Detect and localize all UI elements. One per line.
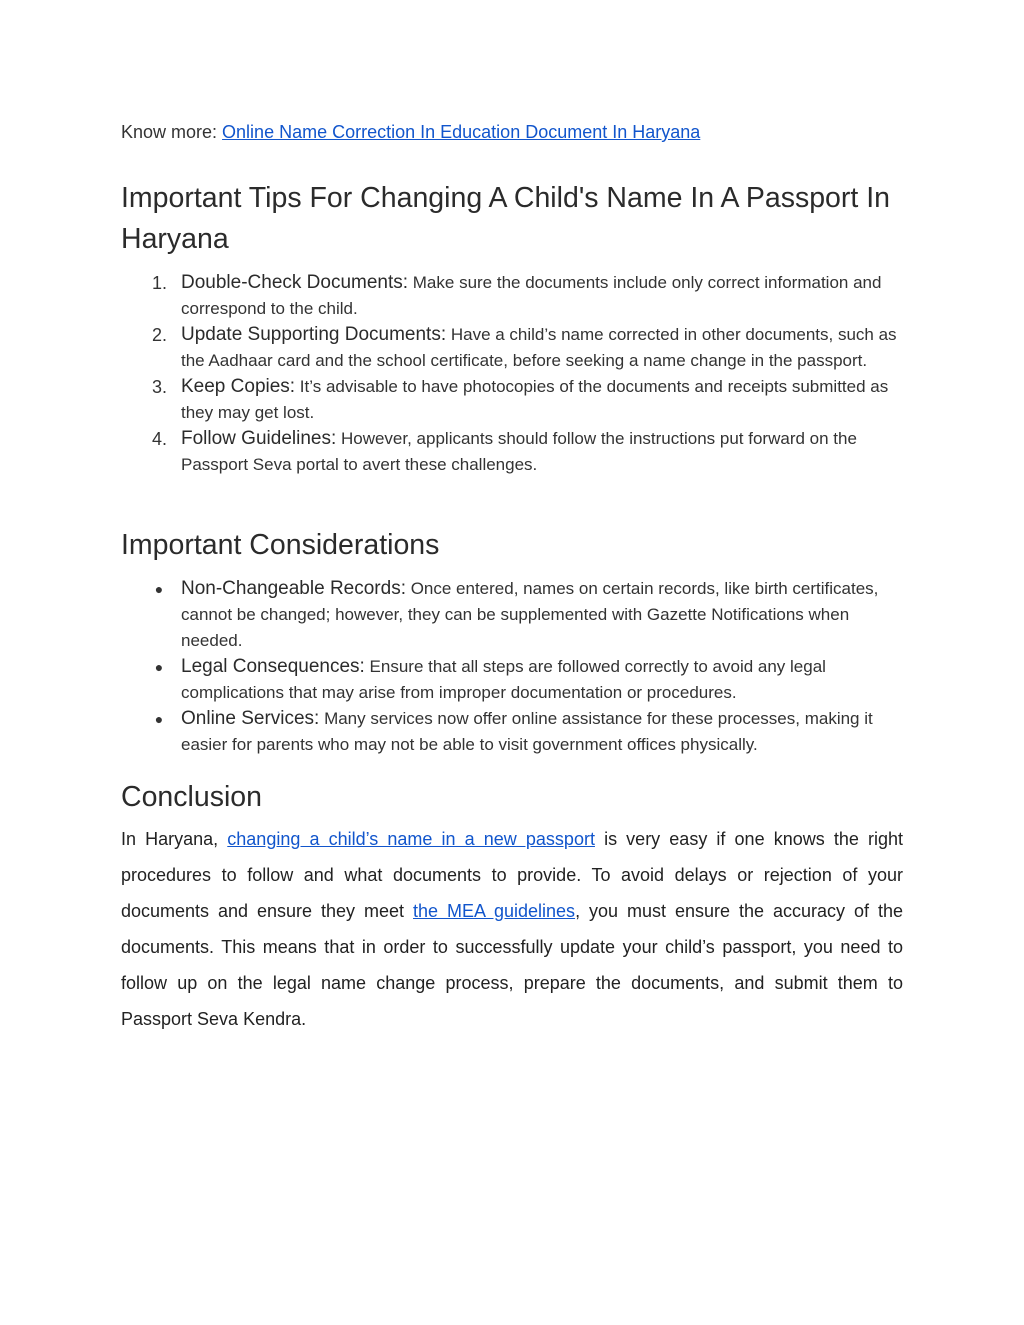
- consideration-text: Ensure that all steps are followed correctly to avoid any legal complications that may arise from improper documentation or procedures.: [181, 657, 826, 702]
- consideration-label: Non-Changeable Records:: [181, 578, 406, 599]
- list-number: 4.: [151, 429, 167, 449]
- know-more-prefix: Know more:: [121, 122, 223, 142]
- list-number: 3.: [151, 377, 167, 397]
- conclusion-text: , you must ensure the accuracy of the documents. This means that in order to successfully update your child’s passport, you need to follow up on the legal name change process, prepare the documents, and submit them to Passport Seva Kendra.: [121, 901, 903, 1029]
- tip-text: It’s advisable to have photocopies of the documents and receipts submitted as they may get lost.: [181, 377, 889, 422]
- considerations-heading: Important Considerations: [121, 529, 440, 561]
- child-name-passport-link[interactable]: changing a child’s name in a new passport: [227, 829, 595, 849]
- tip-item: [121, 426, 903, 478]
- bullet-icon: ●: [154, 659, 164, 675]
- know-more-line: [121, 119, 700, 145]
- tip-label: Keep Copies:: [181, 376, 296, 397]
- consideration-item: [121, 576, 903, 654]
- consideration-label: Legal Consequences:: [181, 656, 365, 677]
- consideration-text: Once entered, names on certain records, like birth certificates, cannot be changed; however, they can be supplemented with Gazette Notifications when needed.: [181, 579, 879, 650]
- bullet-icon: ●: [154, 581, 164, 597]
- considerations-list: [121, 576, 903, 758]
- mea-guidelines-link[interactable]: the MEA guidelines: [413, 901, 576, 921]
- consideration-item: [121, 654, 903, 706]
- conclusion-paragraph: [121, 821, 903, 1037]
- consideration-text: Many services now offer online assistance for these processes, making it easier for parents who may not be able to visit government offices physically.: [181, 709, 873, 754]
- education-name-correction-link[interactable]: Online Name Correction In Education Document In Haryana: [222, 122, 701, 142]
- tip-item: [121, 374, 903, 426]
- consideration-label: Online Services:: [181, 708, 320, 729]
- conclusion-text: is very easy if one knows the right procedures to follow and what documents to provide. To avoid delays or rejection of your documents and ensure they meet: [121, 829, 903, 921]
- bullet-icon: ●: [154, 711, 164, 727]
- list-number: 2.: [151, 325, 167, 345]
- tip-label: Update Supporting Documents:: [181, 324, 447, 345]
- consideration-item: [121, 706, 903, 758]
- tip-item: [121, 322, 903, 374]
- conclusion-heading: Conclusion: [121, 781, 262, 813]
- conclusion-text: In Haryana,: [121, 829, 228, 849]
- tip-text: However, applicants should follow the instructions put forward on the Passport Seva portal to avert these challenges.: [181, 429, 857, 474]
- tip-label: Double-Check Documents:: [181, 272, 409, 293]
- tip-label: Follow Guidelines:: [181, 428, 337, 449]
- tip-text: Make sure the documents include only correct information and correspond to the child.: [181, 273, 882, 318]
- tips-list: [121, 270, 903, 478]
- list-number: 1.: [151, 273, 167, 293]
- tip-item: [121, 270, 903, 322]
- tips-heading: Important Tips For Changing A Child's Name In A Passport In Haryana: [121, 182, 890, 255]
- tip-text: Have a child’s name corrected in other documents, such as the Aadhaar card and the school certificate, before seeking a name change in the passport.: [181, 325, 897, 370]
